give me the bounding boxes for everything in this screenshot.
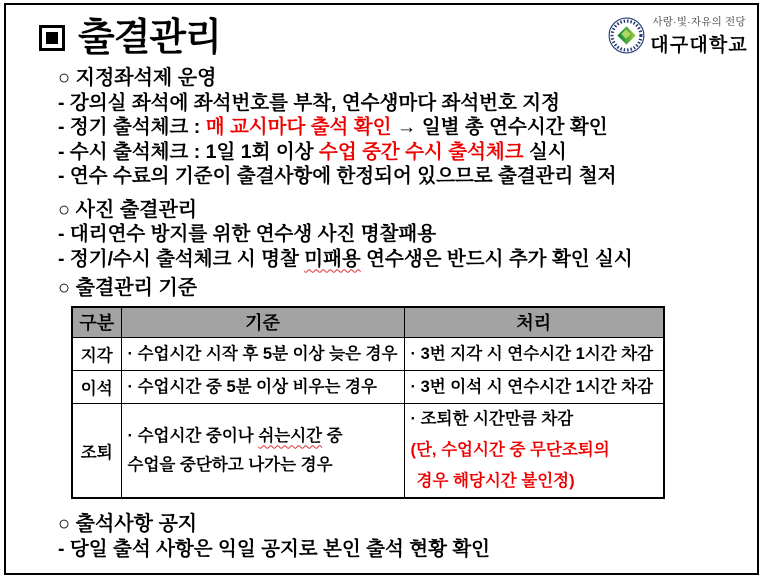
university-logo [608, 14, 748, 57]
text-segment: - 당일 출석 사항은 익일 공지로 본인 출석 현황 확인 [58, 537, 490, 560]
section-heading: ○ 출석사항 공지 [58, 513, 198, 535]
text-segment: → 일별 총 연수시간 확인 [391, 116, 608, 138]
cell-line [128, 340, 398, 369]
section-heading: ○ 사진 출결관리 [58, 198, 198, 221]
cell-line [411, 404, 658, 435]
category-cell: 지각 [72, 338, 121, 371]
title-square-icon-fill [46, 32, 58, 44]
slide-content [58, 66, 718, 561]
text-segment: · 3번 지각 시 연수시간 1시간 차감 [410, 344, 654, 363]
cell-line [411, 435, 658, 466]
slide-frame [4, 3, 759, 575]
section-criteria [58, 276, 718, 499]
body-line [58, 247, 718, 272]
body-line [58, 164, 718, 189]
text-segment: - 강의실 좌석에 좌석번호를 부착, 연수생마다 좌석번호 지정 [58, 91, 560, 114]
text-segment: 수업을 중단하고 나가는 경우 [127, 455, 333, 474]
text-segment: - 정기 출석체크 : [58, 116, 206, 138]
section-notice [58, 512, 718, 561]
university-emblem-icon [608, 17, 645, 54]
body-line [58, 140, 718, 165]
title-square-icon [39, 25, 65, 51]
table-row [72, 371, 664, 404]
action-cell [404, 371, 664, 404]
cell-line [411, 466, 658, 497]
red-highlight-segment: 경우 해당시간 불인정) [416, 472, 575, 490]
table-header-cell: 처리 [404, 307, 664, 338]
action-cell [404, 338, 664, 371]
text-segment: · 수업시간 중이나 [127, 426, 259, 445]
action-cell [404, 404, 664, 499]
section-seat-assignment [58, 66, 718, 189]
red-highlight-segment: 매 교시마다 출석 확인 [205, 116, 392, 138]
red-highlight-segment: (단, 수업시간 중 무단조퇴의 [410, 441, 610, 459]
text-segment: 실시 [523, 140, 567, 163]
table-header-cell: 기준 [121, 307, 404, 338]
body-line [58, 91, 718, 116]
cell-line [128, 451, 398, 480]
text-segment: - 정기/수시 출석체크 시 명찰 [58, 247, 305, 270]
section-heading: ○ 출결관리 기준 [58, 277, 198, 299]
criteria-cell [121, 404, 404, 499]
criteria-cell [121, 371, 404, 404]
logo-text-block [650, 14, 748, 57]
category-cell: 조퇴 [72, 404, 121, 499]
misspell-underline-segment: 미패용 [304, 247, 361, 270]
cell-line [128, 422, 398, 451]
criteria-cell [121, 338, 404, 371]
text-segment: - 수시 출석체크 : 1일 1회 이상 [58, 140, 319, 163]
text-segment: · 조퇴한 시간만큼 차감 [410, 410, 574, 428]
logo-slogan: 사랑·빛·자유의 전당 [652, 16, 746, 28]
cell-line [411, 373, 658, 402]
table-header-row [72, 307, 664, 338]
body-line [58, 115, 718, 140]
text-segment: · 3번 이석 시 연수시간 1시간 차감 [410, 377, 654, 396]
text-segment: - 연수 수료의 기준이 출결사항에 한정되어 있으므로 출결관리 철저 [58, 165, 617, 187]
title-block [39, 19, 221, 57]
logo-university-name: 대구대학교 [650, 35, 748, 56]
cell-line [128, 373, 398, 402]
red-highlight-segment: 수업 중간 수시 출석체크 [318, 140, 524, 163]
attendance-criteria-table [71, 306, 665, 500]
table-row [72, 404, 664, 499]
cell-line [411, 340, 658, 369]
table-header-cell: 구분 [72, 307, 121, 338]
page-title: 출결관리 [78, 17, 221, 59]
section-heading: ○ 지정좌석제 운영 [58, 67, 217, 89]
table-row [72, 338, 664, 371]
text-segment: - 대리연수 방지를 위한 연수생 사진 명찰패용 [58, 223, 437, 245]
category-cell: 이석 [72, 371, 121, 404]
section-photo-check [58, 198, 718, 272]
text-segment: · 수업시간 중 5분 이상 비우는 경우 [127, 377, 377, 396]
body-line [58, 222, 718, 247]
text-segment: 연수생은 반드시 추가 확인 실시 [360, 247, 633, 270]
misspell-underline-segment: 쉬는시간 [258, 426, 323, 445]
text-segment: 중 [322, 426, 343, 445]
text-segment: · 수업시간 시작 후 5분 이상 늦은 경우 [127, 344, 398, 363]
body-line [58, 537, 718, 562]
